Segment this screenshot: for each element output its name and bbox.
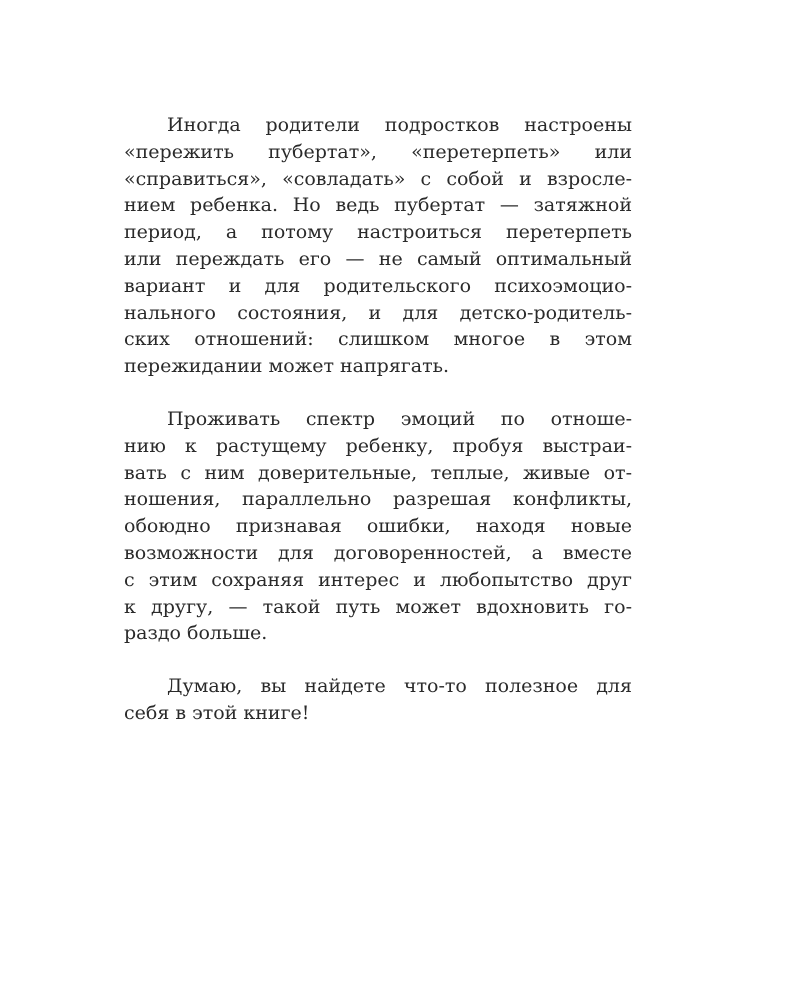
text-line: ских отношений: слишком многое в этом — [124, 328, 632, 351]
body-text — [124, 112, 632, 727]
text-line: обоюдно признавая ошибки, находя новые — [124, 515, 632, 538]
text-line: Думаю, вы найдете что-то полезное для — [167, 675, 632, 698]
text-line: период, а потому настроиться перетерпеть — [124, 221, 632, 244]
text-line: вариант и для родительского психоэмоцио- — [124, 274, 632, 297]
text-line: вать с ним доверительные, теплые, живые от- — [124, 461, 632, 484]
paragraph-1 — [124, 112, 632, 380]
paragraph-3 — [124, 673, 632, 727]
text-line: ношения, параллельно разрешая конфликты, — [124, 488, 632, 511]
text-line: к другу, — такой путь может вдохновить го- — [124, 595, 632, 618]
text-line: Иногда родители подростков настроены — [167, 114, 632, 136]
text-line: пережидании может напрягать. — [124, 355, 449, 378]
text-line: нального состояния, и для детско-родитель- — [124, 301, 632, 324]
text-line: себя в этой книге! — [124, 701, 310, 724]
text-line: нием ребенка. Но ведь пубертат — затяжной — [124, 194, 632, 217]
text-line: возможности для договоренностей, а вместе — [124, 541, 632, 564]
paragraph-2 — [124, 406, 632, 647]
text-line: раздо больше. — [124, 622, 268, 645]
text-line: Проживать спектр эмоций по отноше- — [167, 407, 632, 430]
text-line: с этим сохраняя интерес и любопытство друг — [124, 568, 632, 591]
text-line: нию к растущему ребенку, пробуя выстраи- — [124, 434, 632, 457]
text-line: «пережить пубертат», «перетерпеть» или — [124, 140, 632, 163]
text-line: или переждать его — не самый оптимальный — [124, 247, 632, 270]
text-line: «справиться», «совладать» с собой и взросле- — [124, 167, 632, 190]
